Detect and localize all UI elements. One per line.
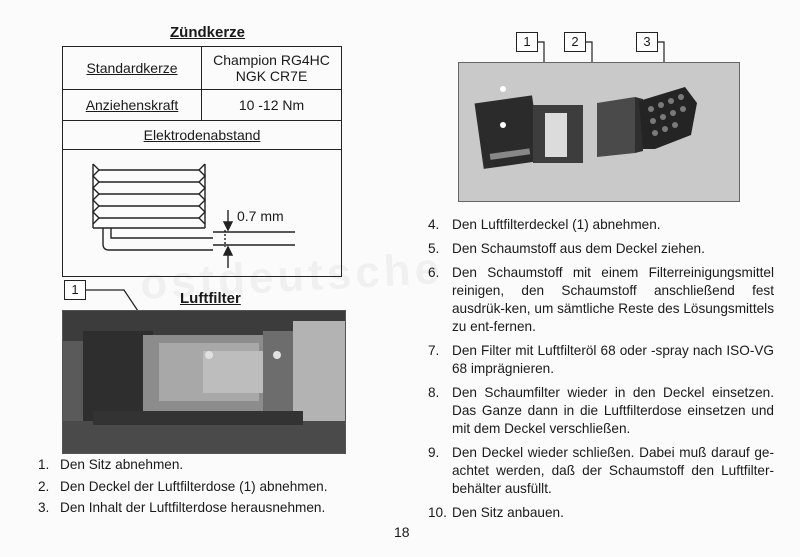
step-number: 1. [38,457,50,472]
step-number: 7. [428,343,440,358]
filter-parts-photo [458,62,740,202]
list-item [428,240,774,258]
air-filter-photo [62,310,346,454]
step-number: 8. [428,385,440,400]
list-item [428,384,774,438]
step-text: Den Luftfilterdeckel (1) abnehmen. [452,217,661,232]
spark-plug-title: Zündkerze [170,24,246,41]
step-number: 9. [428,445,440,460]
step-number: 3. [38,500,50,515]
spec-value-line: Champion RG4HC [213,52,330,68]
filter-parts-photo-drawing [459,63,739,201]
steps-list-left [38,456,358,521]
step-text: Den Sitz anbauen. [452,505,564,520]
spec-value: 10 -12 Nm [202,90,342,121]
air-filter-photo-drawing [63,311,345,453]
steps-list-right [428,216,774,528]
gap-heading: Elektrodenabstand [63,121,342,150]
list-item [428,444,774,498]
page-number: 18 [394,524,410,540]
callout-box: 3 [636,32,658,52]
air-filter-title: Luftfilter [180,290,241,307]
spec-label: Standardkerze [63,47,202,90]
step-text: Den Inhalt der Luftfilterdose herausnehmen. [60,500,326,515]
step-number: 4. [428,217,440,232]
table-row [63,150,342,277]
step-text: Den Deckel der Luftfilterdose (1) abnehmen. [60,478,328,494]
electrode-gap-diagram [63,150,342,277]
step-text: Den Schaumstoff mit einem Filterreinigungsmittel reinigen, den Schaumstoff anschließend fest ausdrük-ken, um sämtliche Reste des Lösungsmittels zu ent-fernen. [452,265,774,334]
list-item [38,478,358,500]
list-item [38,499,358,521]
spark-plug-drawing [63,150,343,276]
table-row [63,47,342,90]
callout-box: 1 [64,280,86,300]
list-item [428,216,774,234]
list-item [428,504,774,522]
spark-plug-spec-table [62,46,342,277]
callout-box: 2 [564,32,586,52]
spec-label: Anziehenskraft [63,90,202,121]
step-text: Den Sitz abnehmen. [60,457,184,472]
step-number: 10. [428,505,447,520]
step-number: 5. [428,241,440,256]
spec-value [202,47,342,90]
step-text: Den Deckel wieder schließen. Dabei muß darauf ge-achtet werden, daß der Schaumstoff den Luftfilter-behälter ausfüllt. [452,445,774,496]
table-row [63,90,342,121]
list-item [428,342,774,378]
spec-value-line: NGK CR7E [235,68,308,84]
list-item [428,264,774,336]
gap-value-label: 0.7 mm [237,208,284,224]
table-row [63,121,342,150]
step-text: Den Schaumstoff aus dem Deckel ziehen. [452,241,705,256]
step-text: Den Schaumfilter wieder in den Deckel einsetzen. Das Ganze dann in die Luftfilterdose einsetzen und mit dem Deckel verschließen. [452,385,774,436]
step-number: 6. [428,265,440,280]
step-text: Den Filter mit Luftfilteröl 68 oder -spray nach ISO-VG 68 imprägnieren. [452,343,774,376]
list-item [38,456,358,478]
callout-box: 1 [516,32,538,52]
step-number: 2. [38,478,50,494]
